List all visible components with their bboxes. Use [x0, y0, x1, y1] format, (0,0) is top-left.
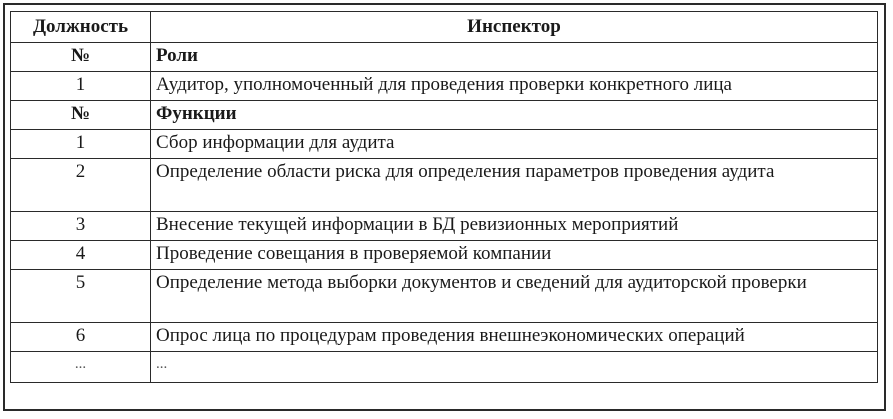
row-number: 4	[11, 241, 151, 270]
table-row	[11, 159, 878, 212]
row-text: Определение области риска для определения параметров проведения аудита	[151, 159, 878, 212]
table-row	[11, 241, 878, 270]
row-text: Определение метода выборки документов и сведений для аудиторской проверки	[151, 270, 878, 323]
row-number: 5	[11, 270, 151, 323]
functions-num-label: №	[11, 101, 151, 130]
row-number: 1	[11, 72, 151, 101]
functions-title: Функции	[151, 101, 878, 130]
row-number: 2	[11, 159, 151, 212]
row-text: Проведение совещания в проверяемой компании	[151, 241, 878, 270]
table-row	[11, 323, 878, 352]
row-text: Сбор информации для аудита	[151, 130, 878, 159]
table-row	[11, 212, 878, 241]
table-row	[11, 270, 878, 323]
roles-title: Роли	[151, 43, 878, 72]
row-text: ...	[151, 352, 878, 383]
row-text: Внесение текущей информации в БД ревизионных мероприятий	[151, 212, 878, 241]
row-number: 1	[11, 130, 151, 159]
roles-section-header	[11, 43, 878, 72]
row-number: 6	[11, 323, 151, 352]
table-row	[11, 352, 878, 383]
functions-section-header	[11, 101, 878, 130]
table-row	[11, 72, 878, 101]
table-row	[11, 130, 878, 159]
row-number: ...	[11, 352, 151, 383]
roles-functions-table	[10, 11, 878, 383]
roles-num-label: №	[11, 43, 151, 72]
row-number: 3	[11, 212, 151, 241]
header-position: Должность	[11, 12, 151, 43]
table-header-row	[11, 12, 878, 43]
header-inspector: Инспектор	[151, 12, 878, 43]
row-text: Аудитор, уполномоченный для проведения проверки конкретного лица	[151, 72, 878, 101]
row-text: Опрос лица по процедурам проведения внешнеэкономических операций	[151, 323, 878, 352]
